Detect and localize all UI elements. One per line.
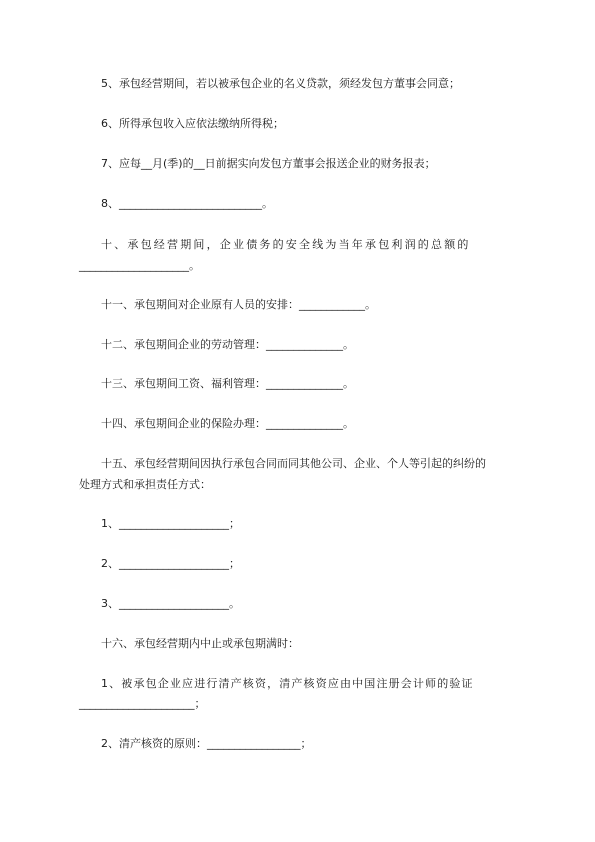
clause-14: 十四、承包期间企业的保险办理：______________。 xyxy=(101,417,354,430)
clause-16: 十六、承包经营期内中止或承包期满时： xyxy=(101,637,299,650)
clause-12: 十二、承包期间企业的劳动管理：______________。 xyxy=(101,338,354,351)
clause-11: 十一、承包期间对企业原有人员的安排：____________。 xyxy=(101,298,376,311)
clause-8: 8、__________________________。 xyxy=(101,197,273,210)
clause-15-item-1: 1、____________________； xyxy=(101,517,240,530)
clause-6: 6、所得承包收入应依法缴纳所得税； xyxy=(101,117,284,130)
clause-7: 7、应每__月(季)的__日前据实向发包方董事会报送企业的财务报表； xyxy=(101,157,436,170)
clause-16-item-1: 1、被承包企业应进行清产核资，清产核资应由中国注册会计师的验证 xyxy=(101,677,474,690)
clause-5: 5、承包经营期间，若以被承包企业的名义贷款，须经发包方董事会同意； xyxy=(101,77,460,90)
clause-15-item-3: 3、____________________。 xyxy=(101,597,240,610)
clause-16-item-1-continued: _____________________； xyxy=(79,697,206,710)
clause-15-item-2: 2、____________________； xyxy=(101,557,240,570)
clause-13: 十三、承包期间工资、福利管理：______________。 xyxy=(101,377,354,390)
clause-10-continued: ____________________。 xyxy=(79,259,200,272)
clause-15: 十五、承包经营期间因执行承包合同而同其他公司、企业、个人等引起的纠纷的 xyxy=(101,457,486,470)
clause-10: 十、承包经营期间，企业债务的安全线为当年承包利润的总额的 xyxy=(101,238,471,251)
clause-16-item-2: 2、清产核资的原则：_________________； xyxy=(101,737,312,750)
clause-15-continued: 处理方式和承担责任方式： xyxy=(79,478,211,491)
